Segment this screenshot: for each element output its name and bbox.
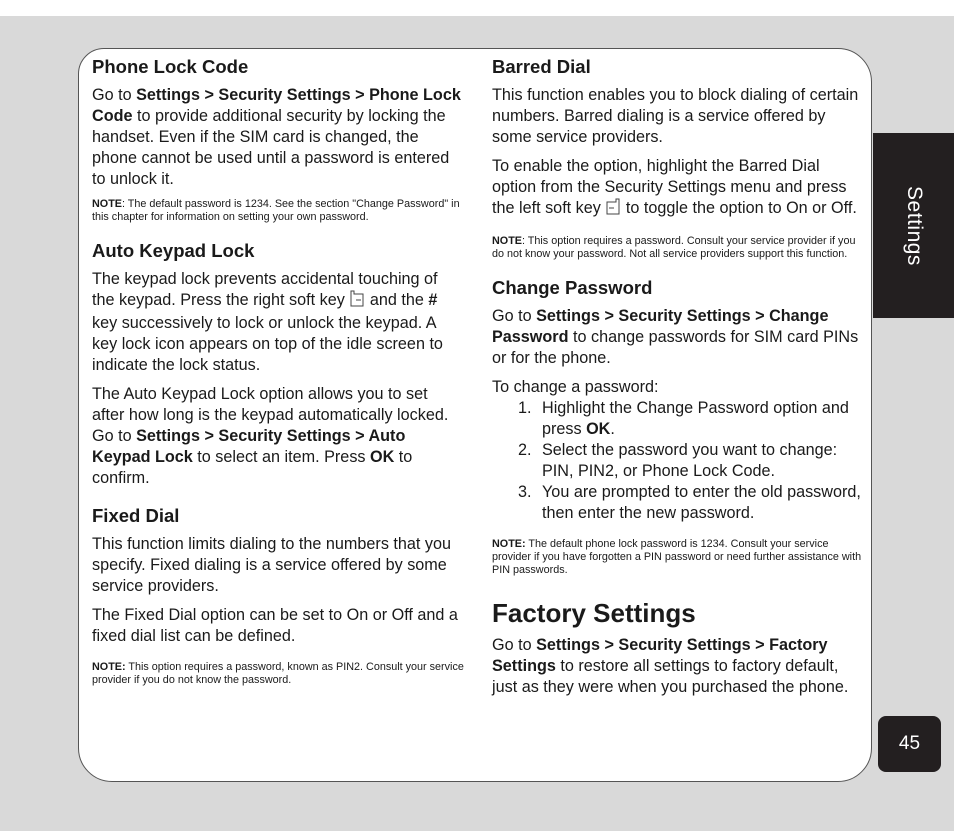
barred-dial-paragraph-2: To enable the option, highlight the Barred Dial option from the Security Settings menu and press the left soft key to toggle the option to On or Off. [492, 156, 864, 221]
section-factory-settings [492, 597, 864, 698]
barred-dial-note: NOTE: This option requires a password. Consult your service provider if you do not know your password. Not all service providers support this function. [492, 235, 856, 260]
section-auto-keypad-lock [92, 240, 464, 489]
section-fixed-dial [92, 505, 464, 687]
section-change-password [492, 277, 864, 577]
fixed-dial-paragraph-2: The Fixed Dial option can be set to On or Off and a fixed dial list can be defined. [92, 606, 458, 645]
auto-keypad-paragraph-2: The Auto Keypad Lock option allows you to set after how long is the keypad automatically locked. Go to Settings > Security Settings > Auto Keypad Lock to select an item. Press OK to confirm. [92, 385, 449, 487]
right-soft-key-icon [350, 290, 364, 313]
chapter-side-tab-label: Settings [902, 185, 926, 266]
chapter-side-tab-label-wrap [873, 133, 954, 318]
change-password-paragraph: Go to Settings > Security Settings > Change Password to change passwords for SIM card PINs or for the phone. [492, 307, 859, 367]
barred-dial-paragraph-1: This function enables you to block dialing of certain numbers. Barred dialing is a service offered by some service providers. [492, 86, 859, 146]
heading-factory-settings: Factory Settings [492, 598, 696, 628]
menu-path: Settings > Security Settings > Auto Keypad Lock [92, 427, 406, 466]
page-number: 45 [878, 716, 941, 772]
menu-path: Settings > Security Settings > Change Password [492, 307, 829, 346]
change-password-intro: To change a password: [492, 378, 659, 396]
change-password-note: NOTE: The default phone lock password is 1234. Consult your service provider if you have forgotten a PIN password or need further assistance with PIN passwords. [492, 538, 862, 576]
heading-change-password: Change Password [492, 277, 653, 298]
auto-keypad-paragraph-1: The keypad lock prevents accidental touching of the keypad. Press the right soft key and the # key successively to lock or unlock the keypad. A key lock icon appears on top of the idle screen to indicate the lock status. [92, 270, 443, 374]
section-barred-dial [492, 56, 864, 261]
phone-lock-note: NOTE: The default password is 1234. See the section "Change Password" in this chapter for information on setting your own password. [92, 198, 460, 223]
heading-fixed-dial: Fixed Dial [92, 505, 180, 526]
heading-barred-dial: Barred Dial [492, 56, 591, 77]
phone-lock-paragraph: Go to Settings > Security Settings > Phone Lock Code to provide additional security by locking the handset. Even if the SIM card is changed, the phone cannot be used until a password is entered to unlock it. [92, 86, 461, 188]
section-phone-lock-code [92, 56, 464, 224]
list-item: 1. Highlight the Change Password option and press OK. [518, 399, 849, 438]
list-item: 3. You are prompted to enter the old password, then enter the new password. [518, 483, 861, 522]
change-password-steps [492, 398, 864, 524]
heading-auto-keypad-lock: Auto Keypad Lock [92, 240, 255, 261]
heading-phone-lock-code: Phone Lock Code [92, 56, 249, 77]
factory-settings-paragraph: Go to Settings > Security Settings > Factory Settings to restore all settings to factory default, just as they were when you purchased the phone. [492, 636, 849, 696]
list-item: 2. Select the password you want to change: PIN, PIN2, or Phone Lock Code. [518, 441, 838, 480]
left-soft-key-icon [606, 198, 620, 221]
right-column [492, 56, 864, 706]
page-top-strip [0, 0, 954, 16]
fixed-dial-note: NOTE: This option requires a password, known as PIN2. Consult your service provider if you do not know the password. [92, 661, 464, 686]
left-column [92, 56, 464, 699]
fixed-dial-paragraph-1: This function limits dialing to the numbers that you specify. Fixed dialing is a service offered by some service providers. [92, 535, 452, 595]
menu-path: Settings > Security Settings > Factory Settings [492, 636, 828, 675]
menu-path: Settings > Security Settings > Phone Lock Code [92, 86, 461, 125]
